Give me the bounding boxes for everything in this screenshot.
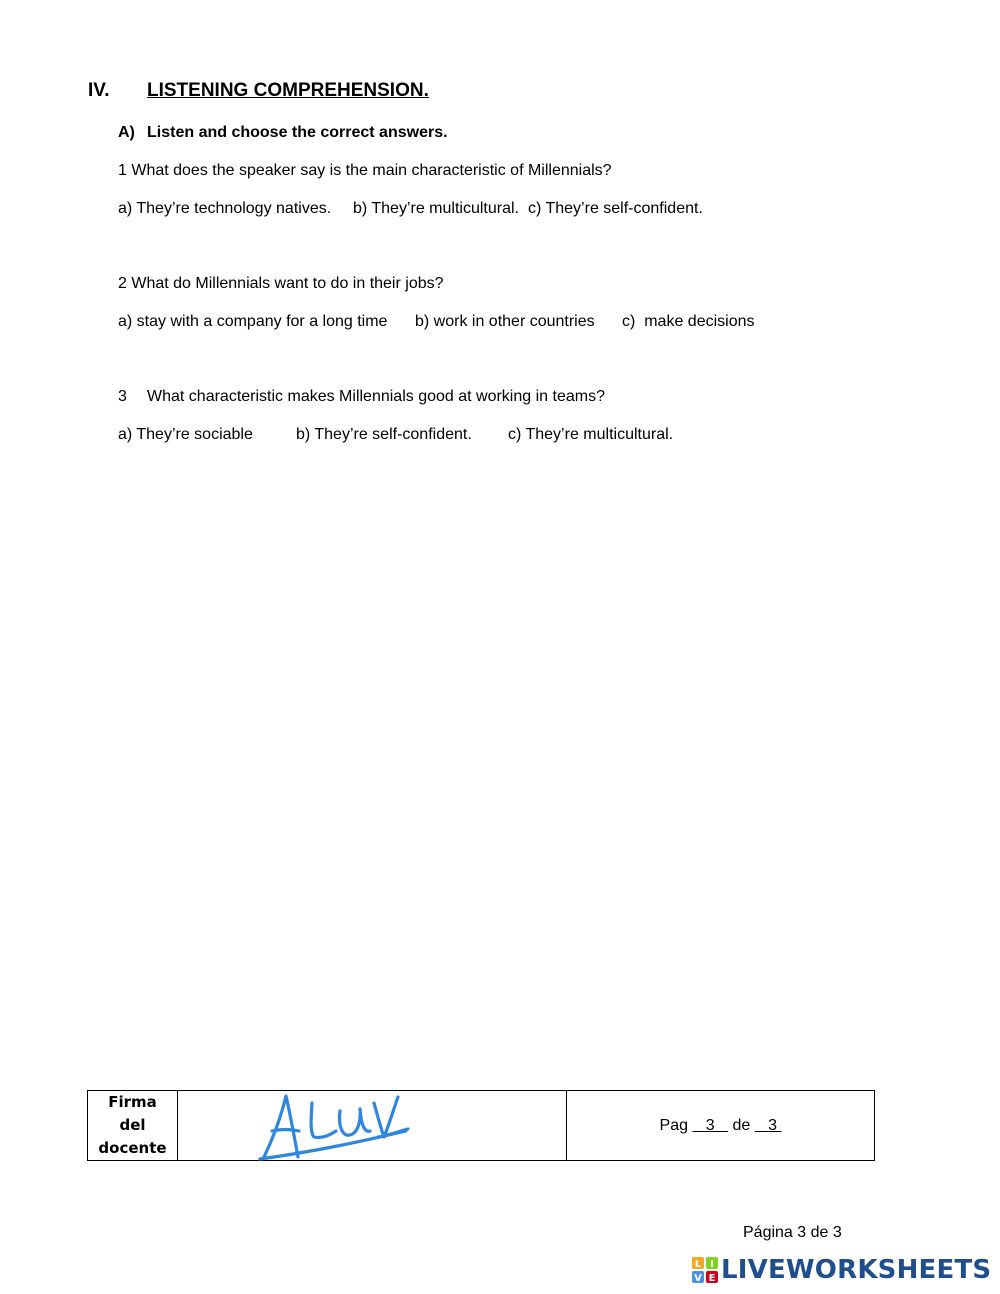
liveworksheets-badge-icon xyxy=(692,1257,718,1283)
question-2-text: 2 What do Millennials want to do in their jobs? xyxy=(118,275,444,292)
question-3-number: 3 xyxy=(118,388,127,405)
pag-current: 3 xyxy=(705,1116,715,1134)
footer-table xyxy=(87,1090,875,1161)
firma-docente-label xyxy=(88,1091,178,1161)
pag-total: 3 xyxy=(768,1116,777,1134)
svg-text:L: L xyxy=(694,1259,702,1270)
pag-total-underline xyxy=(755,1117,782,1134)
question-1-option-c: c) They’re self-confident. xyxy=(528,200,703,217)
liveworksheets-logo xyxy=(692,1255,991,1285)
question-1-option-b: b) They’re multicultural. xyxy=(353,200,519,217)
firma-line-3: docente xyxy=(98,1139,167,1157)
question-2-option-a: a) stay with a company for a long time xyxy=(118,313,388,330)
firma-line-2: del xyxy=(119,1116,146,1134)
question-1-text: 1 What does the speaker say is the main characteristic of Millennials? xyxy=(118,162,612,179)
question-3-text: What characteristic makes Millennials good at working in teams? xyxy=(147,388,605,405)
question-1-option-a: a) They’re technology natives. xyxy=(118,200,332,217)
svg-text:E: E xyxy=(708,1273,716,1283)
pag-label: Pag xyxy=(659,1116,688,1134)
svg-text:I: I xyxy=(710,1259,714,1270)
signature-image xyxy=(178,1091,566,1161)
question-2-option-c: c) make decisions xyxy=(622,313,755,330)
question-3-option-c: c) They’re multicultural. xyxy=(508,426,674,443)
subsection-letter: A) xyxy=(118,124,135,141)
section-title: LISTENING COMPREHENSION. xyxy=(147,80,429,101)
question-3-option-b: b) They’re self-confident. xyxy=(296,426,472,443)
svg-text:V: V xyxy=(694,1273,702,1283)
page-count-cell xyxy=(567,1091,875,1161)
question-2-option-b: b) work in other countries xyxy=(415,313,595,330)
pag-current-underline xyxy=(692,1117,728,1134)
subsection-title: Listen and choose the correct answers. xyxy=(147,124,448,141)
question-3-option-a: a) They’re sociable xyxy=(118,426,253,443)
pag-separator: de xyxy=(732,1116,751,1134)
page-footer: Página 3 de 3 xyxy=(743,1224,842,1241)
signature-cell xyxy=(178,1091,567,1161)
firma-line-1: Firma xyxy=(108,1093,157,1111)
liveworksheets-logo-text: LIVEWORKSHEETS xyxy=(721,1255,992,1285)
section-number: IV. xyxy=(88,80,110,101)
